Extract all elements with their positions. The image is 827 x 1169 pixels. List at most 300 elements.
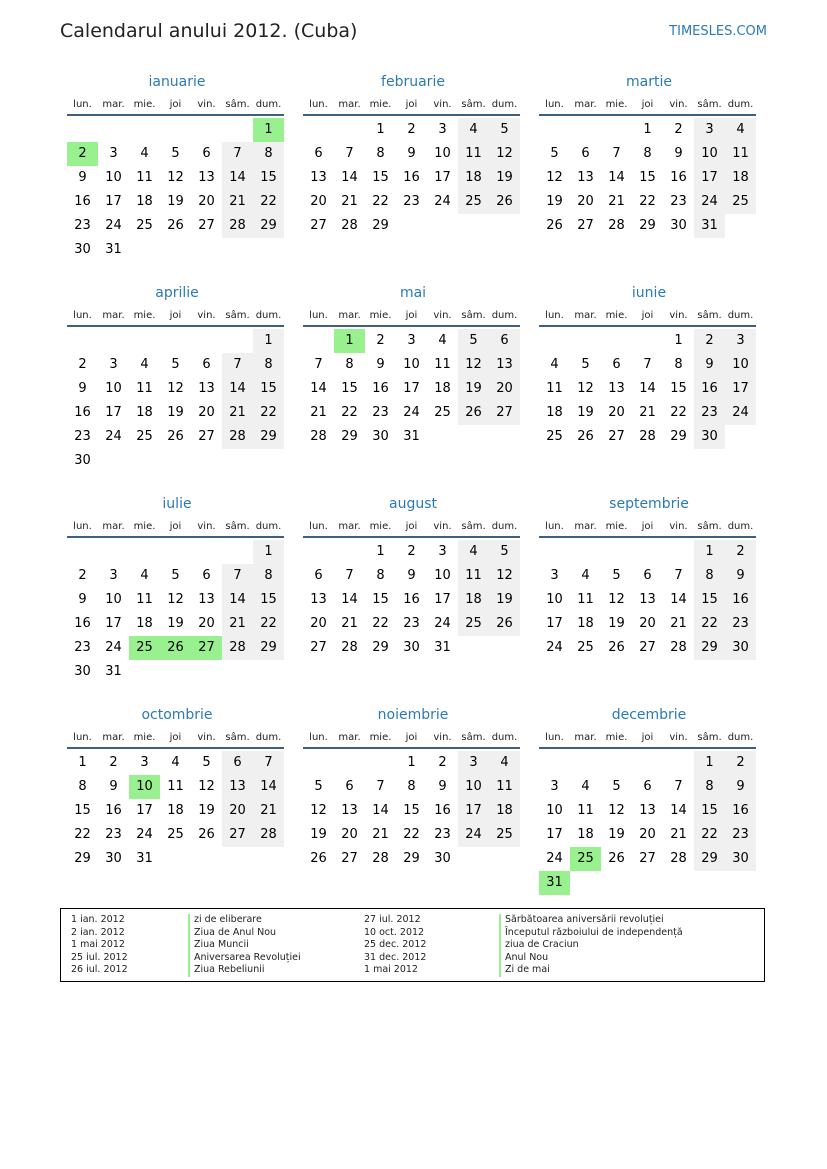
day-cell: 29 bbox=[639, 218, 656, 233]
month-name: februarie bbox=[381, 74, 445, 90]
day-cell: 21 bbox=[222, 612, 253, 636]
day-cell: 15 bbox=[639, 170, 656, 185]
weekday-header: lun. bbox=[539, 305, 570, 327]
day-cell: 19 bbox=[310, 827, 327, 842]
day-cell: 30 bbox=[670, 218, 687, 233]
day-cell: 11 bbox=[458, 142, 489, 166]
legend-right-dates bbox=[364, 914, 426, 977]
day-cell: 13 bbox=[310, 170, 327, 185]
day-cell: 11 bbox=[167, 779, 184, 794]
day-cell: 20 bbox=[577, 194, 594, 209]
day-cell: 3 bbox=[438, 122, 447, 137]
empty-cell bbox=[129, 329, 160, 353]
weekday-header: lun. bbox=[67, 727, 98, 749]
day-cell: 17 bbox=[546, 616, 563, 631]
day-cell: 4 bbox=[458, 540, 489, 564]
day-cell: 7 bbox=[674, 568, 683, 583]
day-cell: 5 bbox=[612, 779, 621, 794]
weekday-header: vin. bbox=[427, 305, 458, 327]
day-cell: 28 bbox=[608, 218, 625, 233]
weekday-header: sâm. bbox=[694, 94, 725, 116]
weekday-header: dum. bbox=[253, 727, 284, 749]
day-cell: 11 bbox=[577, 592, 594, 607]
empty-cell bbox=[334, 118, 365, 142]
day-cell: 10 bbox=[546, 592, 563, 607]
day-cell: 25 bbox=[546, 429, 563, 444]
day-cell: 29 bbox=[253, 425, 284, 449]
month-grid bbox=[67, 727, 287, 871]
weekday-header: vin. bbox=[663, 305, 694, 327]
day-cell: 28 bbox=[310, 429, 327, 444]
day-cell: 19 bbox=[167, 405, 184, 420]
day-cell: 26 bbox=[577, 429, 594, 444]
holiday-day-cell: 27 bbox=[191, 636, 222, 660]
day-cell: 19 bbox=[608, 616, 625, 631]
day-cell: 15 bbox=[694, 588, 725, 612]
month-grid bbox=[303, 305, 523, 449]
day-cell: 13 bbox=[639, 803, 656, 818]
day-cell: 14 bbox=[670, 592, 687, 607]
day-cell: 20 bbox=[639, 616, 656, 631]
day-cell: 19 bbox=[167, 616, 184, 631]
legend-name: Anul Nou bbox=[505, 951, 549, 963]
day-cell: 5 bbox=[489, 540, 520, 564]
month-4 bbox=[303, 281, 523, 449]
day-cell: 8 bbox=[78, 779, 87, 794]
day-cell: 9 bbox=[407, 146, 416, 161]
empty-cell bbox=[601, 329, 632, 353]
weekday-header: joi bbox=[160, 516, 191, 538]
legend-date: 27 iul. 2012 bbox=[364, 914, 421, 925]
day-cell: 9 bbox=[376, 357, 385, 372]
day-cell: 23 bbox=[372, 405, 389, 420]
day-cell: 30 bbox=[74, 242, 91, 257]
weekday-header: mar. bbox=[570, 94, 601, 116]
legend-name: Începutul războiului de independență bbox=[505, 926, 683, 938]
day-cell: 19 bbox=[608, 827, 625, 842]
weekday-header: joi bbox=[632, 516, 663, 538]
day-cell: 13 bbox=[222, 775, 253, 799]
month-grid bbox=[67, 305, 287, 473]
day-cell: 14 bbox=[639, 381, 656, 396]
day-cell: 10 bbox=[105, 381, 122, 396]
day-cell: 4 bbox=[489, 751, 520, 775]
month-grid bbox=[67, 516, 287, 684]
weekday-header: mie. bbox=[601, 727, 632, 749]
day-cell: 5 bbox=[171, 568, 180, 583]
day-cell: 17 bbox=[694, 166, 725, 190]
weekday-header: vin. bbox=[663, 94, 694, 116]
empty-cell bbox=[570, 751, 601, 775]
day-cell: 26 bbox=[458, 401, 489, 425]
day-cell: 15 bbox=[372, 170, 389, 185]
day-cell: 28 bbox=[222, 214, 253, 238]
day-cell: 24 bbox=[725, 401, 756, 425]
day-cell: 2 bbox=[407, 544, 416, 559]
day-cell: 16 bbox=[74, 405, 91, 420]
day-cell: 20 bbox=[310, 616, 327, 631]
day-cell: 26 bbox=[310, 851, 327, 866]
weekday-header: lun. bbox=[67, 94, 98, 116]
day-cell: 4 bbox=[140, 146, 149, 161]
day-cell: 12 bbox=[310, 803, 327, 818]
day-cell: 25 bbox=[489, 823, 520, 847]
day-cell: 17 bbox=[434, 592, 451, 607]
empty-cell bbox=[222, 329, 253, 353]
weekday-header: joi bbox=[160, 727, 191, 749]
day-cell: 9 bbox=[438, 779, 447, 794]
day-cell: 17 bbox=[458, 799, 489, 823]
empty-cell bbox=[303, 118, 334, 142]
month-0 bbox=[67, 70, 287, 262]
empty-cell bbox=[663, 540, 694, 564]
empty-cell bbox=[632, 540, 663, 564]
weekday-header: vin. bbox=[191, 94, 222, 116]
month-name: iunie bbox=[631, 285, 667, 301]
weekday-header: sâm. bbox=[694, 305, 725, 327]
day-cell: 17 bbox=[105, 194, 122, 209]
day-cell: 30 bbox=[434, 851, 451, 866]
day-cell: 2 bbox=[725, 540, 756, 564]
day-cell: 22 bbox=[372, 194, 389, 209]
weekday-header: joi bbox=[396, 727, 427, 749]
weekday-header: joi bbox=[632, 305, 663, 327]
day-cell: 5 bbox=[202, 755, 211, 770]
day-cell: 21 bbox=[341, 616, 358, 631]
weekday-header: sâm. bbox=[222, 94, 253, 116]
day-cell: 7 bbox=[643, 357, 652, 372]
legend-left-dates bbox=[71, 914, 128, 977]
day-cell: 23 bbox=[403, 194, 420, 209]
day-cell: 25 bbox=[136, 218, 153, 233]
month-5 bbox=[539, 281, 759, 449]
legend-name: Ziua de Anul Nou bbox=[194, 926, 277, 938]
empty-cell bbox=[539, 751, 570, 775]
page-title: Calendarul anului 2012. (Cuba) bbox=[60, 20, 358, 42]
day-cell: 9 bbox=[78, 381, 87, 396]
day-cell: 12 bbox=[577, 381, 594, 396]
weekday-header: mar. bbox=[334, 305, 365, 327]
month-grid bbox=[539, 516, 759, 660]
day-cell: 8 bbox=[694, 564, 725, 588]
month-7 bbox=[303, 492, 523, 660]
day-cell: 15 bbox=[670, 381, 687, 396]
day-cell: 26 bbox=[608, 640, 625, 655]
day-cell: 30 bbox=[725, 847, 756, 871]
day-cell: 10 bbox=[546, 803, 563, 818]
weekday-header: dum. bbox=[489, 94, 520, 116]
day-cell: 9 bbox=[78, 592, 87, 607]
day-cell: 24 bbox=[458, 823, 489, 847]
day-cell: 28 bbox=[372, 851, 389, 866]
day-cell: 23 bbox=[74, 218, 91, 233]
day-cell: 6 bbox=[489, 329, 520, 353]
day-cell: 31 bbox=[105, 242, 122, 257]
weekday-header: vin. bbox=[427, 94, 458, 116]
day-cell: 6 bbox=[581, 146, 590, 161]
day-cell: 16 bbox=[74, 616, 91, 631]
weekday-header: joi bbox=[396, 516, 427, 538]
day-cell: 29 bbox=[403, 851, 420, 866]
day-cell: 9 bbox=[109, 779, 118, 794]
day-cell: 17 bbox=[725, 377, 756, 401]
day-cell: 12 bbox=[489, 564, 520, 588]
day-cell: 10 bbox=[458, 775, 489, 799]
weekday-header: mar. bbox=[334, 94, 365, 116]
day-cell: 1 bbox=[376, 122, 385, 137]
day-cell: 11 bbox=[489, 775, 520, 799]
day-cell: 7 bbox=[612, 146, 621, 161]
day-cell: 25 bbox=[458, 612, 489, 636]
weekday-header: mie. bbox=[365, 305, 396, 327]
day-cell: 25 bbox=[167, 827, 184, 842]
day-cell: 22 bbox=[403, 827, 420, 842]
day-cell: 16 bbox=[105, 803, 122, 818]
day-cell: 5 bbox=[171, 357, 180, 372]
day-cell: 25 bbox=[577, 640, 594, 655]
day-cell: 6 bbox=[314, 568, 323, 583]
day-cell: 29 bbox=[253, 214, 284, 238]
day-cell: 15 bbox=[694, 799, 725, 823]
day-cell: 27 bbox=[639, 640, 656, 655]
empty-cell bbox=[632, 329, 663, 353]
day-cell: 14 bbox=[222, 166, 253, 190]
weekday-header: dum. bbox=[253, 94, 284, 116]
day-cell: 29 bbox=[74, 851, 91, 866]
day-cell: 17 bbox=[105, 405, 122, 420]
day-cell: 24 bbox=[434, 194, 451, 209]
day-cell: 29 bbox=[670, 429, 687, 444]
day-cell: 29 bbox=[694, 847, 725, 871]
day-cell: 28 bbox=[253, 823, 284, 847]
day-cell: 19 bbox=[198, 803, 215, 818]
day-cell: 19 bbox=[489, 588, 520, 612]
day-cell: 15 bbox=[253, 166, 284, 190]
empty-cell bbox=[160, 329, 191, 353]
legend-date: 1 mai 2012 bbox=[364, 964, 418, 975]
day-cell: 6 bbox=[202, 568, 211, 583]
legend-date: 10 oct. 2012 bbox=[364, 926, 425, 938]
empty-cell bbox=[539, 540, 570, 564]
legend-date: 2 ian. 2012 bbox=[71, 926, 125, 938]
weekday-header: mie. bbox=[129, 94, 160, 116]
day-cell: 1 bbox=[78, 755, 87, 770]
day-cell: 6 bbox=[345, 779, 354, 794]
day-cell: 15 bbox=[253, 588, 284, 612]
day-cell: 13 bbox=[639, 592, 656, 607]
day-cell: 13 bbox=[198, 170, 215, 185]
weekday-header: sâm. bbox=[458, 305, 489, 327]
day-cell: 9 bbox=[725, 564, 756, 588]
day-cell: 3 bbox=[725, 329, 756, 353]
day-cell: 19 bbox=[577, 405, 594, 420]
weekday-header: dum. bbox=[725, 516, 756, 538]
day-cell: 8 bbox=[376, 146, 385, 161]
empty-cell bbox=[570, 329, 601, 353]
day-cell: 23 bbox=[105, 827, 122, 842]
day-cell: 16 bbox=[725, 799, 756, 823]
weekday-header: joi bbox=[632, 727, 663, 749]
day-cell: 21 bbox=[372, 827, 389, 842]
day-cell: 16 bbox=[372, 381, 389, 396]
weekday-header: sâm. bbox=[222, 727, 253, 749]
day-cell: 2 bbox=[407, 122, 416, 137]
holiday-day-cell: 25 bbox=[129, 636, 160, 660]
day-cell: 11 bbox=[136, 170, 153, 185]
legend-right-names bbox=[499, 914, 683, 977]
day-cell: 3 bbox=[694, 118, 725, 142]
weekday-header: mie. bbox=[365, 727, 396, 749]
day-cell: 18 bbox=[136, 194, 153, 209]
day-cell: 25 bbox=[725, 190, 756, 214]
day-cell: 12 bbox=[167, 170, 184, 185]
day-cell: 22 bbox=[253, 190, 284, 214]
day-cell: 27 bbox=[608, 429, 625, 444]
day-cell: 18 bbox=[136, 405, 153, 420]
day-cell: 4 bbox=[458, 118, 489, 142]
day-cell: 14 bbox=[372, 803, 389, 818]
day-cell: 12 bbox=[167, 592, 184, 607]
day-cell: 4 bbox=[438, 333, 447, 348]
day-cell: 6 bbox=[202, 357, 211, 372]
empty-cell bbox=[601, 540, 632, 564]
day-cell: 20 bbox=[639, 827, 656, 842]
month-name: octombrie bbox=[141, 707, 213, 723]
day-cell: 30 bbox=[725, 636, 756, 660]
empty-cell bbox=[539, 118, 570, 142]
day-cell: 5 bbox=[550, 146, 559, 161]
weekday-header: joi bbox=[396, 305, 427, 327]
empty-cell bbox=[191, 540, 222, 564]
empty-cell bbox=[67, 118, 98, 142]
day-cell: 14 bbox=[310, 381, 327, 396]
weekday-header: dum. bbox=[725, 727, 756, 749]
day-cell: 24 bbox=[546, 851, 563, 866]
day-cell: 21 bbox=[222, 190, 253, 214]
day-cell: 27 bbox=[222, 823, 253, 847]
weekday-header: mie. bbox=[129, 516, 160, 538]
weekday-header: dum. bbox=[489, 305, 520, 327]
day-cell: 23 bbox=[403, 616, 420, 631]
day-cell: 10 bbox=[725, 353, 756, 377]
day-cell: 6 bbox=[643, 779, 652, 794]
day-cell: 5 bbox=[171, 146, 180, 161]
day-cell: 8 bbox=[253, 353, 284, 377]
weekday-header: vin. bbox=[427, 727, 458, 749]
legend-date: 1 ian. 2012 bbox=[71, 914, 125, 925]
day-cell: 3 bbox=[458, 751, 489, 775]
legend-name: Zi de mai bbox=[505, 964, 550, 975]
weekday-header: dum. bbox=[489, 727, 520, 749]
day-cell: 10 bbox=[434, 146, 451, 161]
day-cell: 29 bbox=[341, 429, 358, 444]
day-cell: 16 bbox=[403, 170, 420, 185]
legend-name: Sărbătoarea aniversării revoluției bbox=[505, 914, 664, 925]
month-name: iulie bbox=[162, 496, 192, 512]
day-cell: 28 bbox=[670, 640, 687, 655]
empty-cell bbox=[601, 118, 632, 142]
day-cell: 10 bbox=[105, 170, 122, 185]
day-cell: 5 bbox=[581, 357, 590, 372]
month-name: decembrie bbox=[611, 707, 687, 723]
day-cell: 9 bbox=[694, 353, 725, 377]
holiday-day-cell: 10 bbox=[129, 775, 160, 799]
day-cell: 26 bbox=[167, 218, 184, 233]
empty-cell bbox=[67, 540, 98, 564]
day-cell: 13 bbox=[198, 592, 215, 607]
day-cell: 27 bbox=[310, 218, 327, 233]
day-cell: 20 bbox=[198, 405, 215, 420]
day-cell: 25 bbox=[136, 429, 153, 444]
weekday-header: joi bbox=[160, 94, 191, 116]
day-cell: 26 bbox=[489, 190, 520, 214]
empty-cell bbox=[67, 329, 98, 353]
day-cell: 14 bbox=[670, 803, 687, 818]
weekday-header: dum. bbox=[489, 516, 520, 538]
day-cell: 4 bbox=[140, 568, 149, 583]
day-cell: 13 bbox=[198, 381, 215, 396]
empty-cell bbox=[334, 751, 365, 775]
weekday-header: vin. bbox=[191, 727, 222, 749]
day-cell: 22 bbox=[694, 823, 725, 847]
weekday-header: mar. bbox=[98, 305, 129, 327]
weekday-header: mar. bbox=[98, 94, 129, 116]
month-grid bbox=[303, 516, 523, 660]
day-cell: 22 bbox=[639, 194, 656, 209]
day-cell: 12 bbox=[608, 803, 625, 818]
day-cell: 18 bbox=[725, 166, 756, 190]
legend-name: Ziua Rebeliunii bbox=[194, 964, 265, 975]
weekday-header: mie. bbox=[601, 516, 632, 538]
day-cell: 31 bbox=[434, 640, 451, 655]
month-6 bbox=[67, 492, 287, 684]
day-cell: 9 bbox=[674, 146, 683, 161]
empty-cell bbox=[98, 540, 129, 564]
day-cell: 20 bbox=[341, 827, 358, 842]
weekday-header: vin. bbox=[663, 727, 694, 749]
weekday-header: vin. bbox=[427, 516, 458, 538]
weekday-header: mie. bbox=[129, 727, 160, 749]
day-cell: 5 bbox=[489, 118, 520, 142]
month-name: septembrie bbox=[609, 496, 689, 512]
day-cell: 11 bbox=[458, 564, 489, 588]
day-cell: 18 bbox=[577, 827, 594, 842]
holiday-day-cell: 1 bbox=[253, 118, 284, 142]
weekday-header: joi bbox=[160, 305, 191, 327]
site-link[interactable]: TIMESLES.COM bbox=[669, 24, 767, 39]
day-cell: 5 bbox=[458, 329, 489, 353]
day-cell: 27 bbox=[489, 401, 520, 425]
legend-name: ziua de Craciun bbox=[505, 939, 579, 950]
weekday-header: lun. bbox=[67, 516, 98, 538]
day-cell: 4 bbox=[581, 568, 590, 583]
empty-cell bbox=[539, 329, 570, 353]
weekday-header: vin. bbox=[191, 516, 222, 538]
month-name: martie bbox=[626, 74, 672, 90]
day-cell: 12 bbox=[458, 353, 489, 377]
legend-name: Ziua Muncii bbox=[194, 939, 249, 950]
day-cell: 10 bbox=[434, 568, 451, 583]
day-cell: 23 bbox=[74, 429, 91, 444]
day-cell: 12 bbox=[489, 142, 520, 166]
month-10 bbox=[303, 703, 523, 871]
empty-cell bbox=[98, 118, 129, 142]
day-cell: 18 bbox=[489, 799, 520, 823]
day-cell: 14 bbox=[341, 592, 358, 607]
day-cell: 30 bbox=[105, 851, 122, 866]
day-cell: 1 bbox=[694, 751, 725, 775]
day-cell: 22 bbox=[341, 405, 358, 420]
